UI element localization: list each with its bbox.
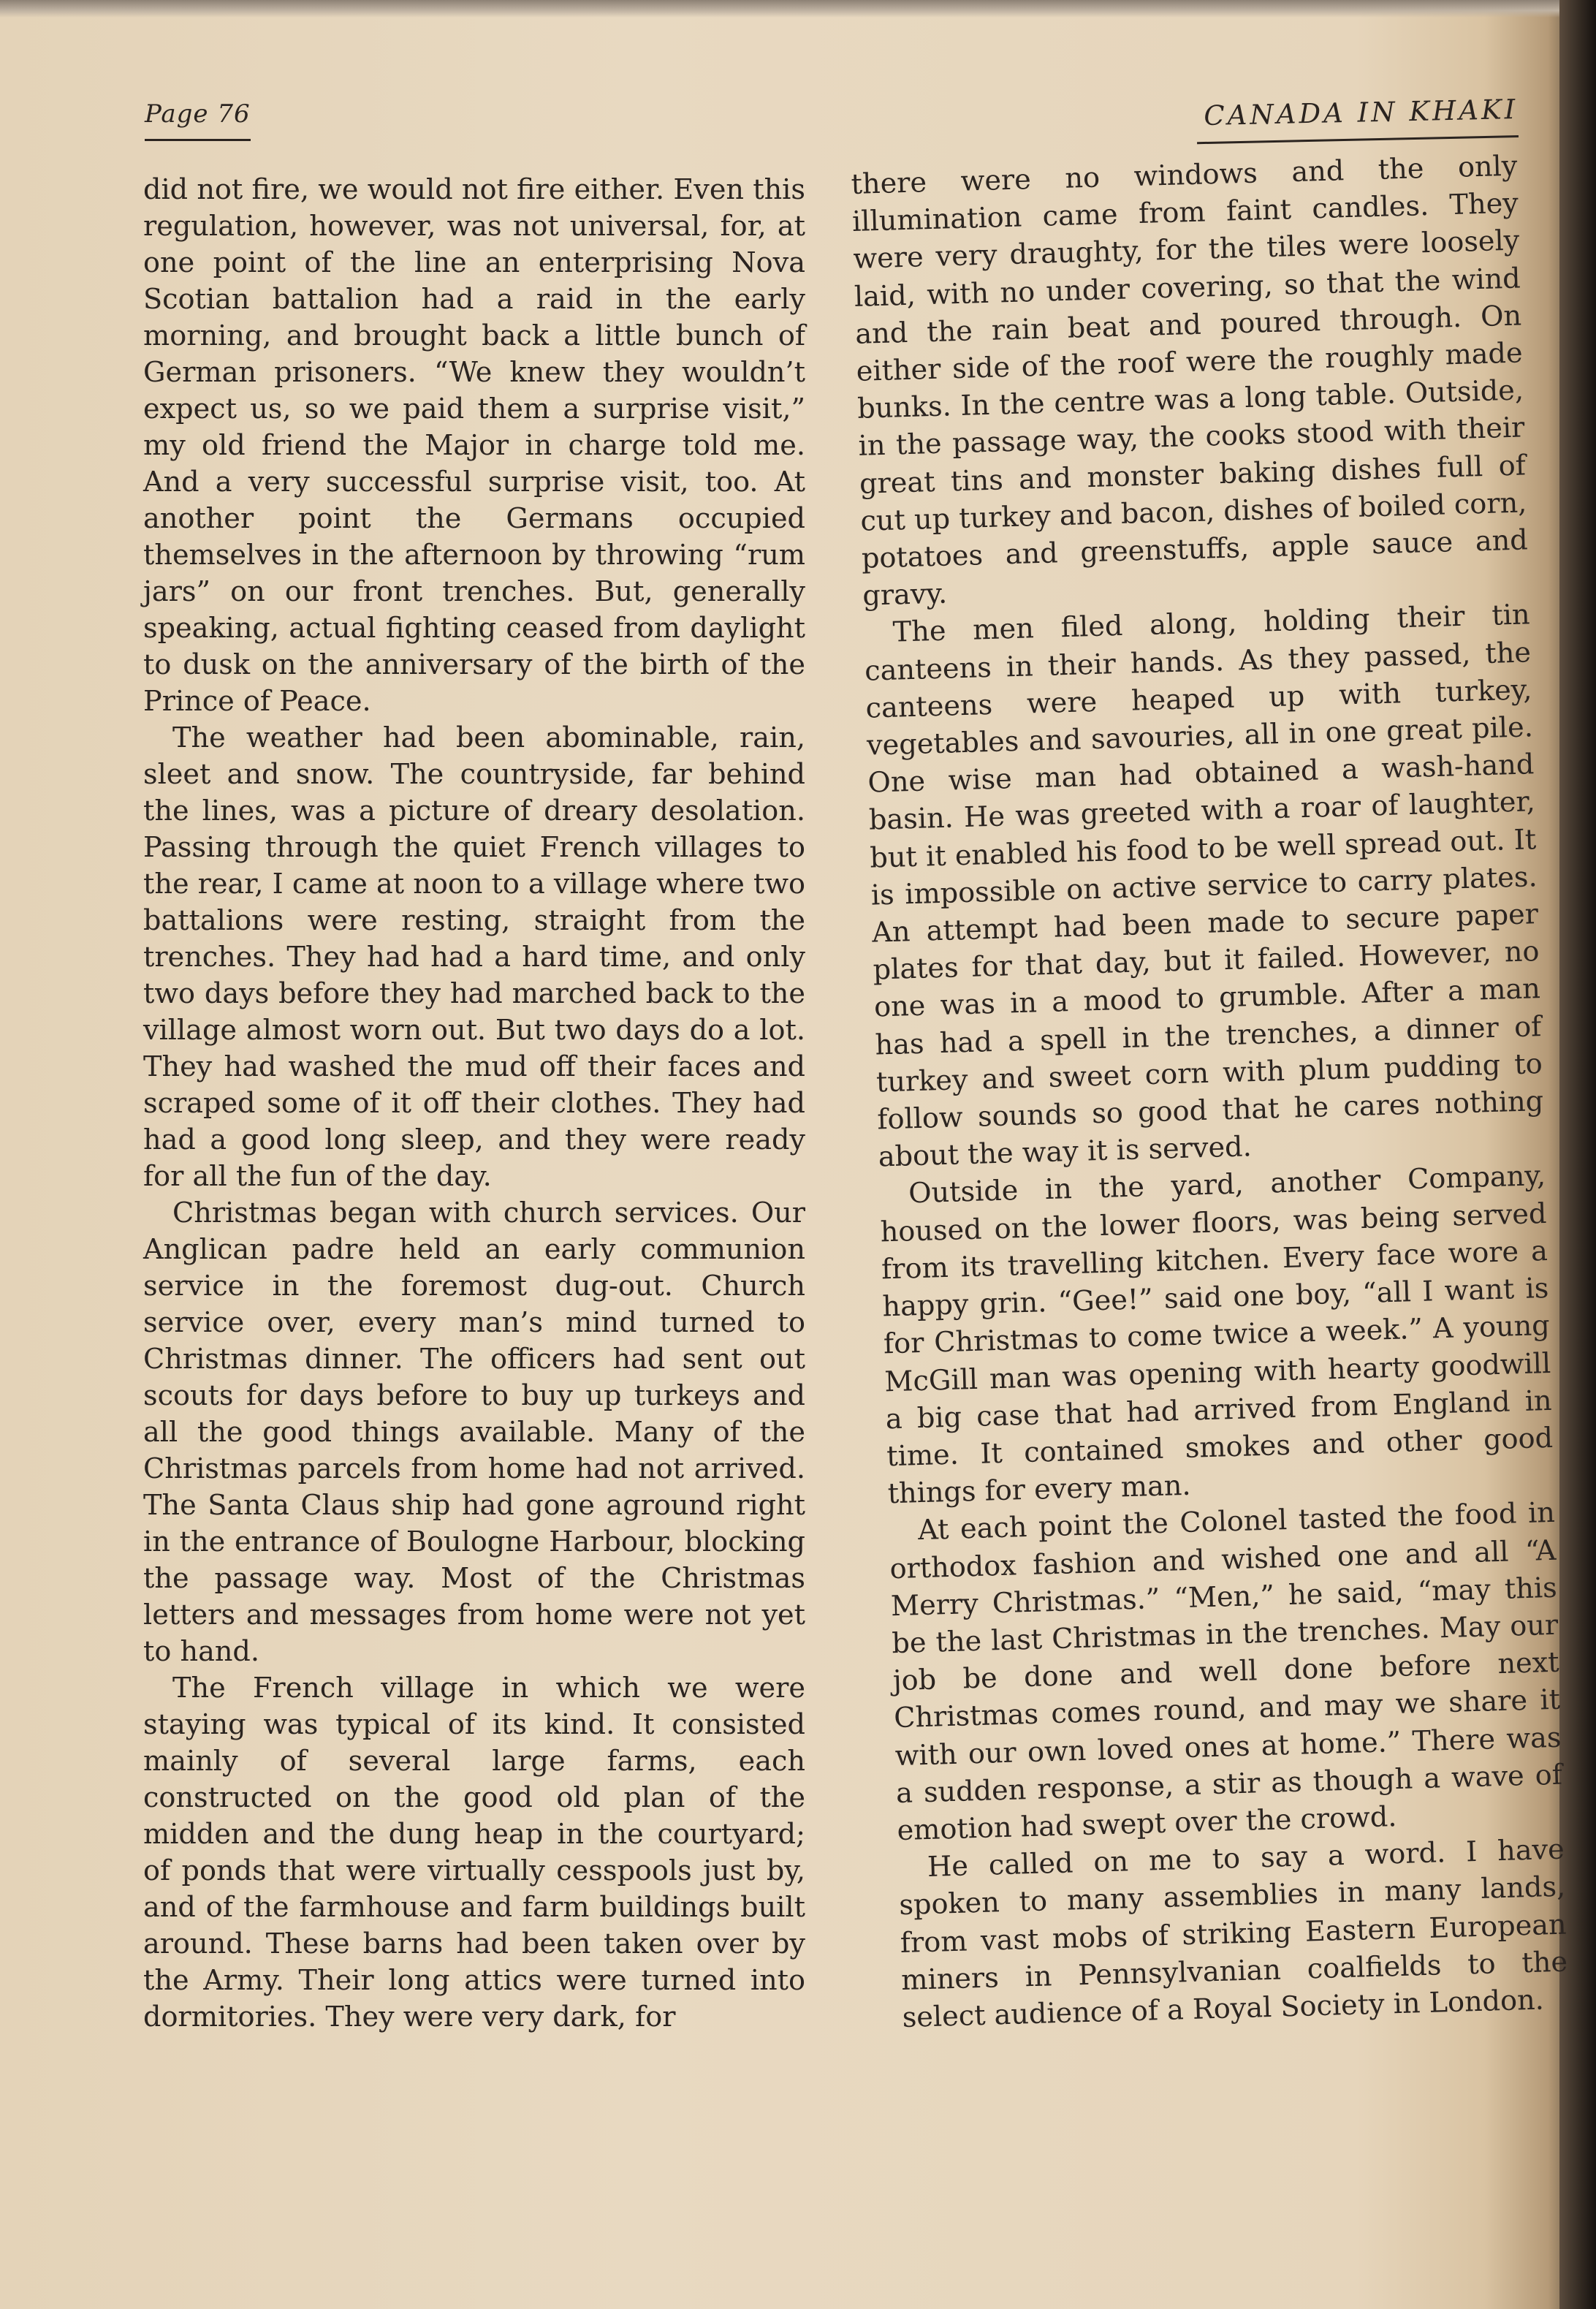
paragraph: Outside in the yard, another Company, housed on the lower floors, was being served from its travelling kitchen. Every face wore a happy grin. “Gee!” said one boy, “all I want is for Christmas to come twice a week.” A young McGill man was opening with hearty goodwill a big case that had arrived from England in time. It contained smokes and other good things for every man. xyxy=(880,1160,1554,1511)
page-number: Page 76 xyxy=(145,99,251,141)
paragraph: At each point the Colonel tasted the food in orthodox fashion and wished one and all “A Merry Christmas.” “Men,” he said, “may this be the last Christmas in the trenches. May our job be done and well done before next Christmas comes round, and may we share it with our own loved ones at home.” There was a sudden response, a stir as though a wave of emotion had swept over the crowd. xyxy=(889,1497,1563,1848)
page-header xyxy=(145,94,1519,145)
paragraph: did not fire, we would not fire either. Even this regulation, however, was not universal, for, at one point of the line an enterprising Nova Scotian battalion had a raid in the early morning, and brought back a little bunch of German prisoners. “We knew they wouldn’t expect us, so we paid them a surprise visit,” my old friend the Major in charge told me. And a very successful surprise visit, too. At another point the Germans occupied themselves in the afternoon by throwing “rum jars” on our front trenches. But, generally speaking, actual fighting ceased from daylight to dusk on the anniversary of the birth of the Prince of Peace. xyxy=(143,174,805,718)
paragraph: He called on me to say a word. I have spoken to many assemblies in many lands, from vast mobs of striking Eastern European miners in Pennsylvanian coalfields to the select audience of a Royal Society in London. xyxy=(898,1833,1568,2034)
page-top-edge xyxy=(0,0,1596,18)
paragraph: The French village in which we were staying was typical of its kind. It consisted mainly of several large farms, each constructed on the good old plan of the midden and the dung heap in the courtyard; of ponds that were virtually cesspools just by, and of the farmhouse and farm buildings built around. These barns had been taken over by the Army. Their long attics were turned into dormitories. They were very dark, for xyxy=(143,1672,805,2033)
paragraph: The men filed along, holding their tin canteens in their hands. As they passed, the canteens were heaped up with turkey, vegetables and savouries, all in one great pile. One wise man had obtained a wash-hand basin. He was greeted with a roar of laughter, but it enabled his food to be well spread out. It is impossible on active service to carry plates. An attempt had been made to secure paper plates for that day, but it failed. However, no one was in a mood to grumble. After a man has had a spell in the trenches, a dinner of turkey and sweet corn with plum pudding to follow sounds so good that he cares nothing about the way it is served. xyxy=(864,599,1544,1174)
right-column xyxy=(851,148,1569,2038)
paragraph: The weather had been abominable, rain, sleet and snow. The countryside, far behind the lines, was a picture of dreary desolation. Passing through the quiet French villages to the rear, I came at noon to a village where two battalions were resting, straight from the trenches. They had had a hard time, and only two days before they had marched back to the village almost worn out. But two days do a lot. They had washed the mud off their faces and scraped some of it off their clothes. They had had a good long sleep, and they were ready for all the fun of the day. xyxy=(143,722,805,1193)
left-column xyxy=(143,172,805,2036)
paragraph: Christmas began with church services. Our Anglican padre held an early communion service in the foremost dug-out. Church service over, every man’s mind turned to Christmas dinner. The officers had sent out scouts for days before to buy up turkeys and all the good things available. Many of the Christmas parcels from home had not arrived. The Santa Claus ship had gone aground right in the entrance of Boulogne Harbour, blocking the passage way. Most of the Christmas letters and messages from home were not yet to hand. xyxy=(143,1197,805,1668)
paragraph: there were no windows and the only illumination came from faint candles. They were very draughty, for the tiles were loosely laid, with no under covering, so that the wind and the rain beat and poured through. On either side of the roof were the roughly made bunks. In the centre was a long table. Outside, in the passage way, the cooks stood with their great tins and monster baking dishes full of cut up turkey and bacon, dishes of boiled corn, potatoes and greenstuffs, apple sauce and gravy. xyxy=(851,150,1529,613)
running-title: CANADA IN KHAKI xyxy=(1196,94,1519,144)
